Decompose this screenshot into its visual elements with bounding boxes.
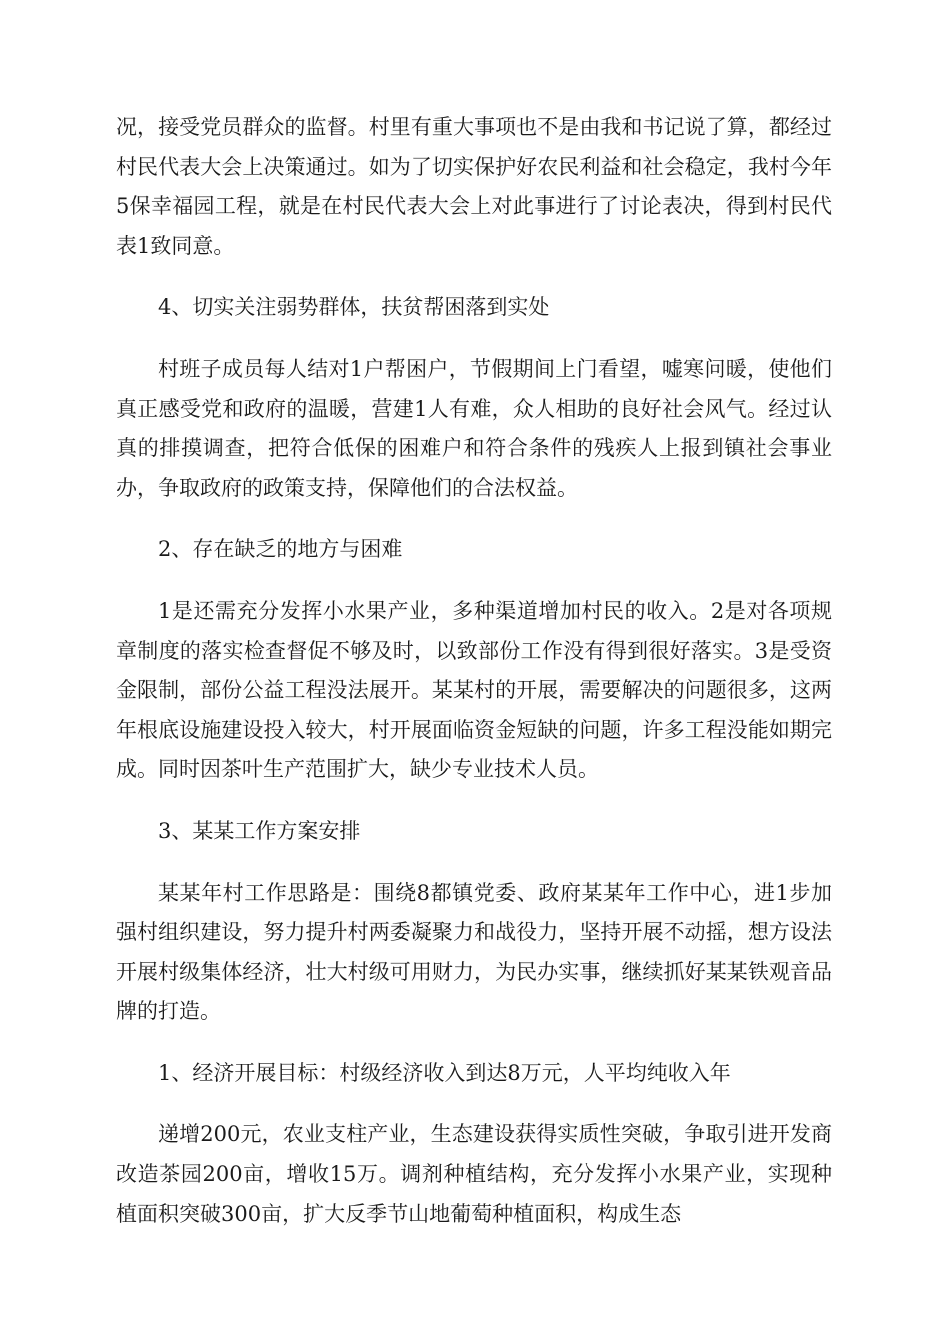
section-heading-4: 4、切实关注弱势群体，扶贫帮困落到实处	[158, 295, 550, 320]
section-heading-work-plan: 3、某某工作方案安排	[158, 818, 361, 843]
paragraph-work-plan: 某某年村工作思路是：围绕8都镇党委、政府某某年工作中心，进1步加强村组织建设，努力提升村两委凝聚力和战役力，坚持开展不动摇，想方设法开展村级集体经济，壮大村级可用财力，为民办实事，继续抓好某某铁观音品牌的打造。	[116, 880, 832, 1024]
document-body	[116, 108, 832, 1256]
paragraph-shortcomings: 1是还需充分发挥小水果产业，多种渠道增加村民的收入。2是对各项规章制度的落实检查督促不够及时，以致部份工作没有得到很好落实。3是受资金限制，部份公益工程没法展开。某某村的开展，需要解决的问题很多，这两年根底设施建设投入较大，村开展面临资金短缺的问题，许多工程没能如期完成。同时因茶叶生产范围扩大，缺少专业技术人员。	[116, 598, 832, 782]
paragraph-economic-goals: 递增200元，农业支柱产业，生态建设获得实质性突破，争取引进开发商改造茶园200亩，增收15万。调剂种植结构，充分发挥小水果产业，实现种植面积突破300亩，扩大反季节山地葡萄种植面积，构成生态	[116, 1122, 832, 1226]
section-heading-shortcomings: 2、存在缺乏的地方与困难	[158, 537, 403, 562]
paragraph-poverty-relief: 村班子成员每人结对1户帮困户，节假期间上门看望，嘘寒问暖，使他们真正感受党和政府的温暖，营建1人有难，众人相助的良好社会风气。经过认真的排摸调查，把符合低保的困难户和符合条件的残疾人上报到镇社会事业办，争取政府的政策支持，保障他们的合法权益。	[116, 356, 832, 500]
paragraph-continuation: 况，接受党员群众的监督。村里有重大事项也不是由我和书记说了算，都经过村民代表大会上决策通过。如为了切实保护好农民利益和社会稳定，我村今年5保幸福园工程，就是在村民代表大会上对此事进行了讨论表决，得到村民代表1致同意。	[116, 115, 832, 258]
section-heading-economic-goals: 1、经济开展目标：村级经济收入到达8万元，人平均纯收入年	[158, 1060, 731, 1085]
